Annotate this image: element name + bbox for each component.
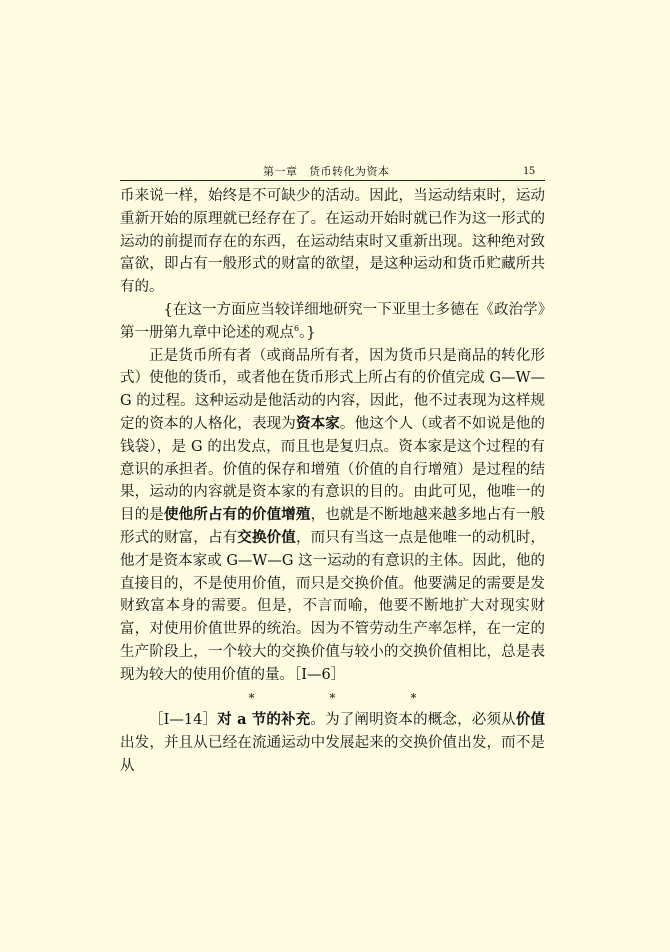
paragraph-4: ［I—14］对 a 节的补充。为了阐明资本的概念，必须从价值出发，并且从已经在流通运动中发展起来的交换价值出发，而不是从 bbox=[120, 711, 546, 774]
footnote-marker[interactable]: 6 bbox=[294, 323, 300, 333]
paragraph-1: 币来说一样，始终是不可缺少的活动。因此，当运动结束时，运动重新开始的原理就已经存在了。在运动开始时就已作为这一形式的运动的前提而存在的东西，在运动结束时又重新出现。这种绝对致富欲，即占有一般形式的财富的欲望，是这种运动和货币贮藏所共有的。 bbox=[120, 188, 545, 296]
body-text bbox=[120, 185, 545, 778]
page-number: 15 bbox=[523, 163, 535, 177]
section-separator: *** bbox=[248, 690, 492, 705]
emphasis-supplement: 对 a 节的补充 bbox=[217, 711, 311, 729]
running-header bbox=[120, 160, 545, 181]
emphasis-value: 价值 bbox=[515, 711, 546, 729]
emphasis-capitalist: 资本家 bbox=[295, 414, 340, 432]
paragraph-3: 正是货币所有者（或商品所有者，因为货币只是商品的转化形式）使他的货币，或者他在货币形式上所占有的价值完成 G—W—G 的过程。这种运动是他活动的内容，因此，他不过表现为这样规定的资本的人格化，表现为资本家。他这个人（或者不如说是他的钱袋），是 G 的出发点，而且也是复归点。资本家是这个过程的有意识的承担者。价值的保存和增殖（价值的自行增殖）是过程的结果，运动的内容就是资本家的有意识的目的。由此可见，他唯一的目的是使他所占有的价值增殖，也就是不断地越来越多地占有一般形式的财富，占有交换价值，而只有当这一点是他唯一的动机时，他才是资本家或 G—W—G 这一运动的有意识的主体。因此，他的直接目的，不是使用价值，而只是交换价值。他要满足的需要是发财致富本身的需要。但是，不言而喻，他要不断地扩大对现实财富，对使用价值世界的统治。因为不管劳动生产率怎样，在一定的生产阶段上，一个较大的交换价值与较小的交换价值相比，总是表现为较大的使用价值的量。［I—6］ bbox=[120, 347, 546, 683]
paragraph-2: {在这一方面应当较详细地研究一下亚里士多德在《政治学》第一册第九章中论述的观点$^6$。} bbox=[120, 301, 545, 341]
chapter-title: 第一章 货币转化为资本 bbox=[263, 165, 390, 178]
emphasis-value-increase: 使他所占有的价值增殖 bbox=[163, 506, 311, 524]
emphasis-exchange-value: 交换价值 bbox=[237, 528, 296, 546]
